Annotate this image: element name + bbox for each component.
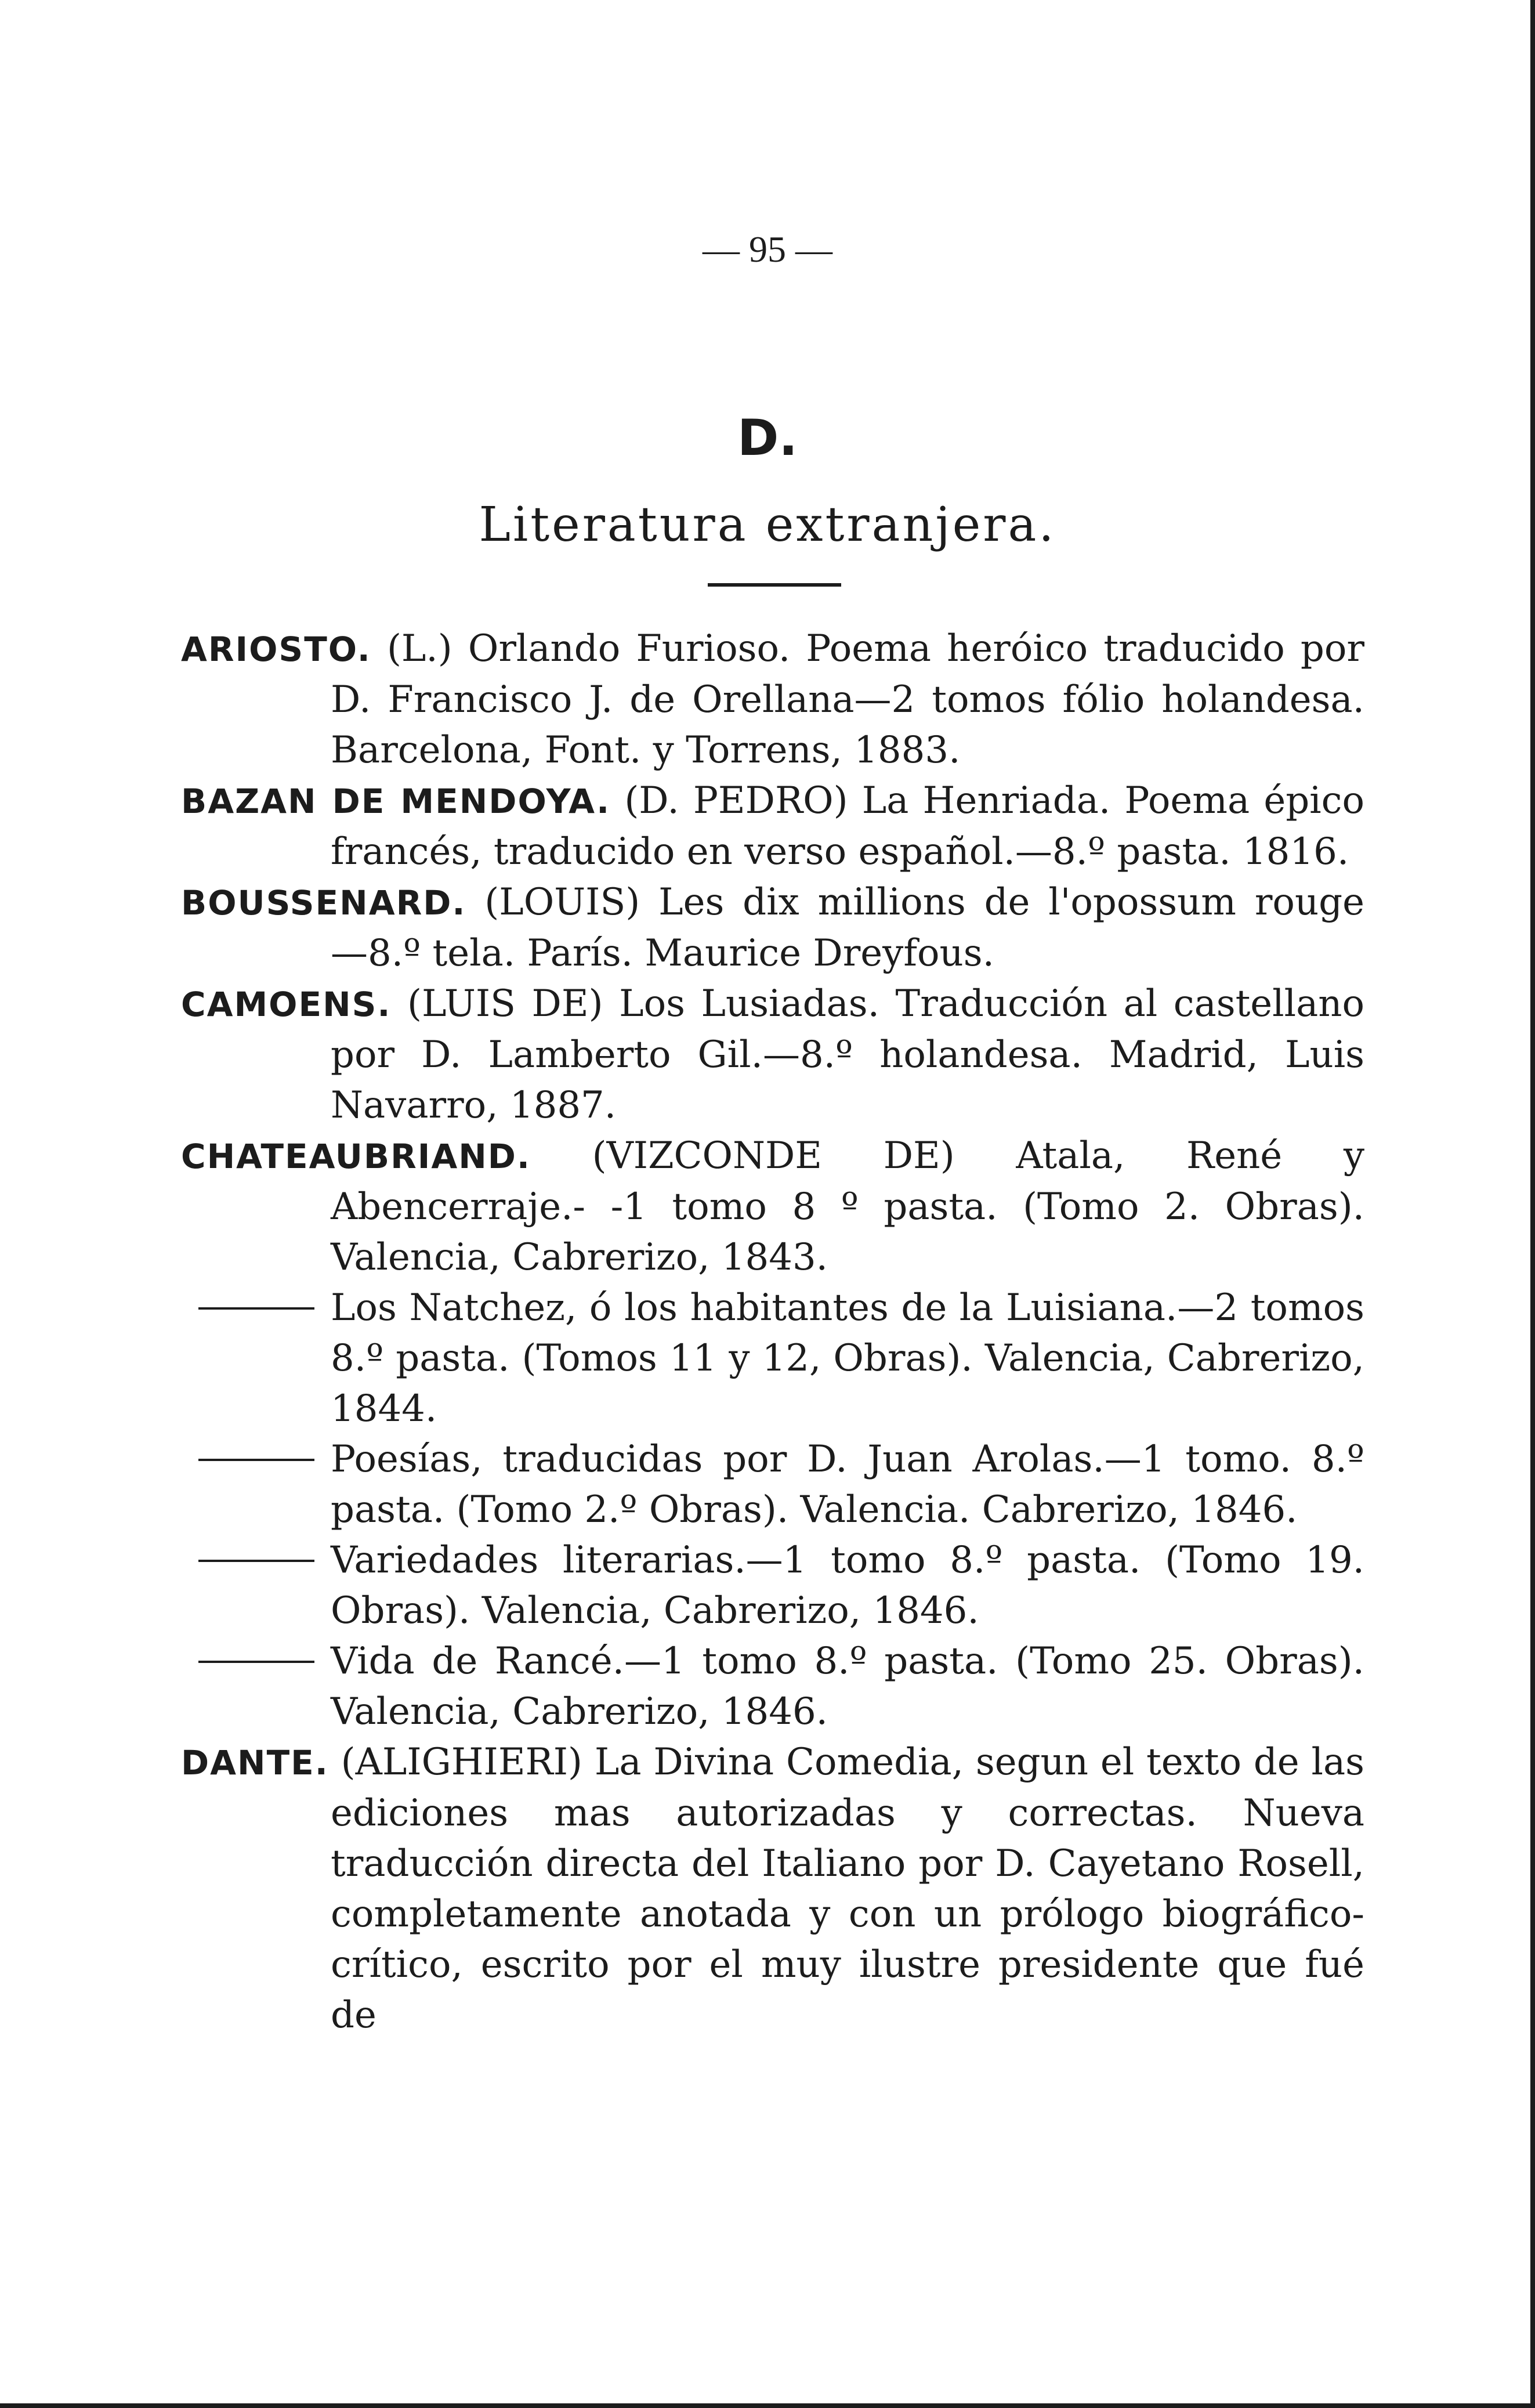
entry-text: (ALIGHIERI) La Divina Comedia, segun el texto de las ediciones mas autorizadas y correctas. Nueva traducción directa del Italiano por D. Cayetano Rosell, completamente anotada y con un prólogo biográfico-crítico, escrito por el muy ilustre presidente que fué de — [328, 1741, 1364, 2037]
section-title: Literatura extranjera. — [479, 497, 1056, 552]
ditto-dash — [198, 1461, 314, 1463]
catalog-entry-continuation — [181, 1636, 1364, 1737]
catalog-entry-ariosto — [181, 624, 1364, 776]
entry-text: (L.) Orlando Furioso. Poema heróico traducido por D. Francisco J. de Orellana—2 tomos fólio holandesa. Barcelona, Font. y Torrens, 1883. — [331, 627, 1364, 772]
entry-author: BAZAN DE MENDOYA. — [181, 782, 611, 821]
entry-author: CAMOENS. — [181, 985, 392, 1024]
entry-text: Vida de Rancé.—1 tomo 8.º pasta. (Tomo 25. Obras). Valencia, Cabrerizo, 1846. — [331, 1640, 1364, 1733]
catalog-entry-boussenard — [181, 877, 1364, 979]
entry-author: BOUSSENARD. — [181, 883, 466, 923]
entry-text: Variedades literarias.—1 tomo 8.º pasta. (Tomo 19. Obras). Valencia, Cabrerizo, 1846. — [331, 1539, 1364, 1632]
entry-text: Los Natchez, ó los habitantes de la Luisiana.—2 tomos 8.º pasta. (Tomos 11 y 12, Obras). Valencia, Cabrerizo, 1844. — [331, 1286, 1364, 1430]
scan-border-bottom — [0, 2403, 1535, 2408]
catalog-entries — [181, 624, 1364, 2041]
catalog-entry-dante — [181, 1737, 1364, 2041]
catalog-entry-camoens — [181, 979, 1364, 1131]
entry-author: CHATEAUBRIAND. — [181, 1137, 531, 1176]
entry-author: ARIOSTO. — [181, 630, 371, 669]
ditto-dash — [198, 1562, 314, 1564]
catalog-entry-continuation — [181, 1535, 1364, 1636]
catalog-entry-continuation — [181, 1283, 1364, 1434]
entry-text: (VIZCONDE DE) Atala, René y Abencerraje.- -1 tomo 8 º pasta. (Tomo 2. Obras). Valencia, Cabrerizo, 1843. — [331, 1134, 1364, 1279]
catalog-entry-continuation — [181, 1434, 1364, 1535]
entry-author: DANTE. — [181, 1743, 329, 1783]
entry-text: (LUIS DE) Los Lusiadas. Traducción al castellano por D. Lamberto Gil.—8.º holandesa. Madrid, Luis Navarro, 1887. — [331, 982, 1364, 1127]
entry-text: Poesías, traducidas por D. Juan Arolas.—1 tomo. 8.º pasta. (Tomo 2.º Obras). Valencia. Cabrerizo, 1846. — [331, 1438, 1364, 1531]
catalog-entry-chateaubriand — [181, 1131, 1364, 1283]
ditto-dash — [198, 1663, 314, 1665]
ditto-dash — [198, 1310, 314, 1312]
section-divider — [708, 583, 841, 587]
catalog-entry-bazan — [181, 776, 1364, 877]
section-letter: D. — [737, 409, 798, 467]
entry-text: (D. PEDRO) La Henriada. Poema épico francés, traducido en verso español.—8.º pasta. 1816. — [331, 779, 1365, 873]
scan-border-right — [1530, 0, 1535, 2408]
entry-text: (LOUIS) Les dix millions de l'opossum rouge —8.º tela. París. Maurice Dreyfous. — [331, 881, 1364, 975]
page-number: — 95 — — [703, 229, 832, 270]
